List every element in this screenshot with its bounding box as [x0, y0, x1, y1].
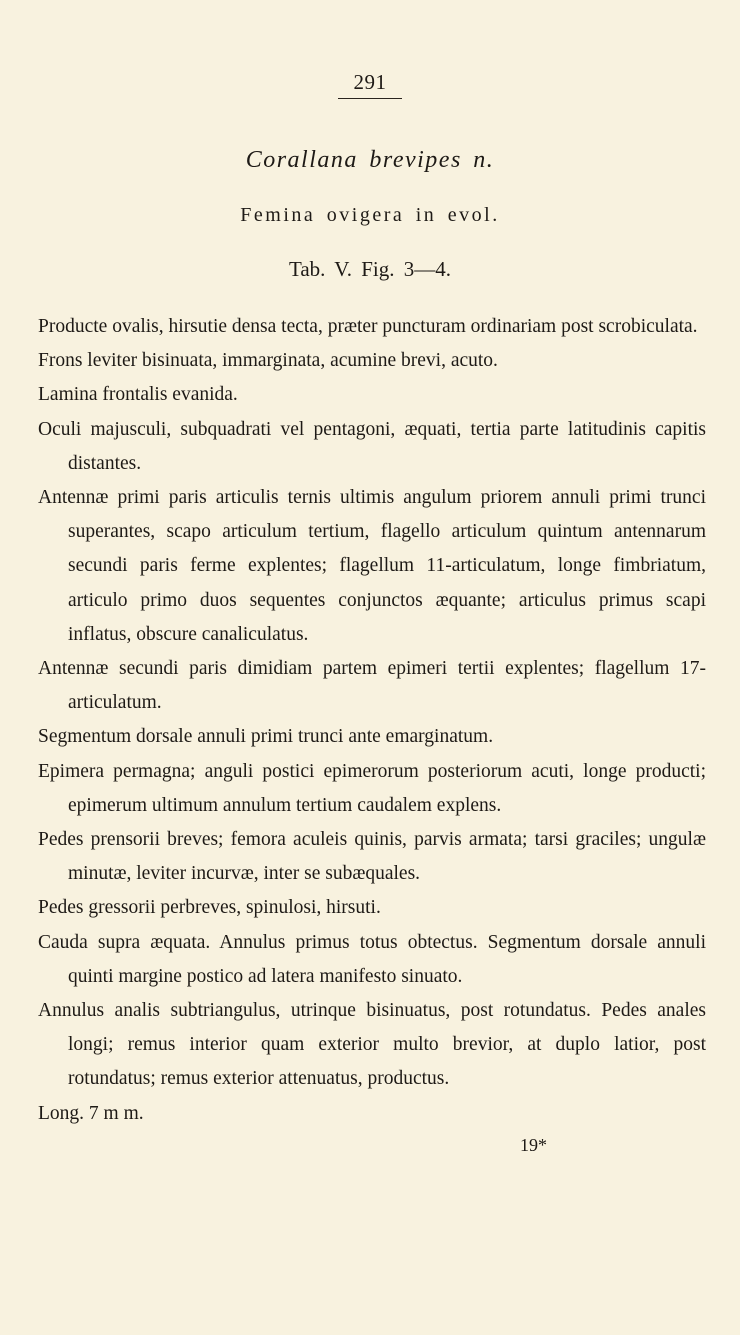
page-number: 291 [353, 70, 387, 94]
paragraph-antennae-secundi: Antennæ secundi paris dimidiam partem epimeri tertii explentes; flagellum 17-articulatum. [38, 658, 706, 714]
paragraph-longitudo: Long. 7 m m. [38, 1102, 144, 1124]
paragraph-lamina-frontalis: Lamina frontalis evanida. [38, 384, 238, 406]
paragraph-segmentum-dorsale: Segmentum dorsale annuli primi trunci ante emarginatum. [38, 726, 494, 748]
paragraph-oculi: Oculi majusculi, subquadrati vel pentagoni, æquati, tertia parte latitudinis capitis distantes. [38, 418, 706, 474]
page-number-rule [338, 98, 402, 99]
paragraph-annulus-analis: Annulus analis subtriangulus, utrinque bisinuatus, post rotundatus. Pedes anales longi; remus interior quam exterior multo brevior, at duplo latior, post rotundatus; remus exterior attenuatus, productus. [38, 1000, 706, 1090]
specimen-subtitle: Femina ovigera in evol. [240, 204, 500, 226]
paragraph-epimera: Epimera permagna; anguli postici epimerorum posteriorum acuti, longe producti; epimerum ultimum annulum tertium caudalem explens. [38, 760, 706, 816]
species-title: Corallana brevipes n. [245, 147, 495, 173]
paragraph-body-shape: Producte ovalis, hirsutie densa tecta, præter puncturam ordinariam post scrobiculata. [38, 316, 698, 337]
signature-mark: 19* [520, 1135, 547, 1155]
paragraph-antennae-primi: Antennæ primi paris articulis ternis ultimis angulum priorem annuli primi trunci superantes, scapo articulum tertium, flagello articulum quintum antennarum secundi paris ferme explentes; flagellum 11-articulatum, longe fimbriatum, articulo primo duos sequentes conjunctos æquante; articulus primus scapi inflatus, obscure canaliculatus. [38, 487, 706, 645]
plate-reference: Tab. V. Fig. 3—4. [288, 257, 452, 281]
description-body [38, 310, 706, 1131]
paragraph-pedes-prensorii: Pedes prensorii breves; femora aculeis quinis, parvis armata; tarsi graciles; ungulæ minutæ, leviter incurvæ, inter se subæquales. [38, 829, 706, 885]
paragraph-pedes-gressorii: Pedes gressorii perbreves, spinulosi, hirsuti. [38, 897, 381, 919]
paragraph-cauda: Cauda supra æquata. Annulus primus totus obtectus. Segmentum dorsale annuli quinti margine postico ad latera manifesto sinuato. [38, 931, 706, 987]
paragraph-frons: Frons leviter bisinuata, immarginata, acumine brevi, acuto. [38, 350, 498, 372]
